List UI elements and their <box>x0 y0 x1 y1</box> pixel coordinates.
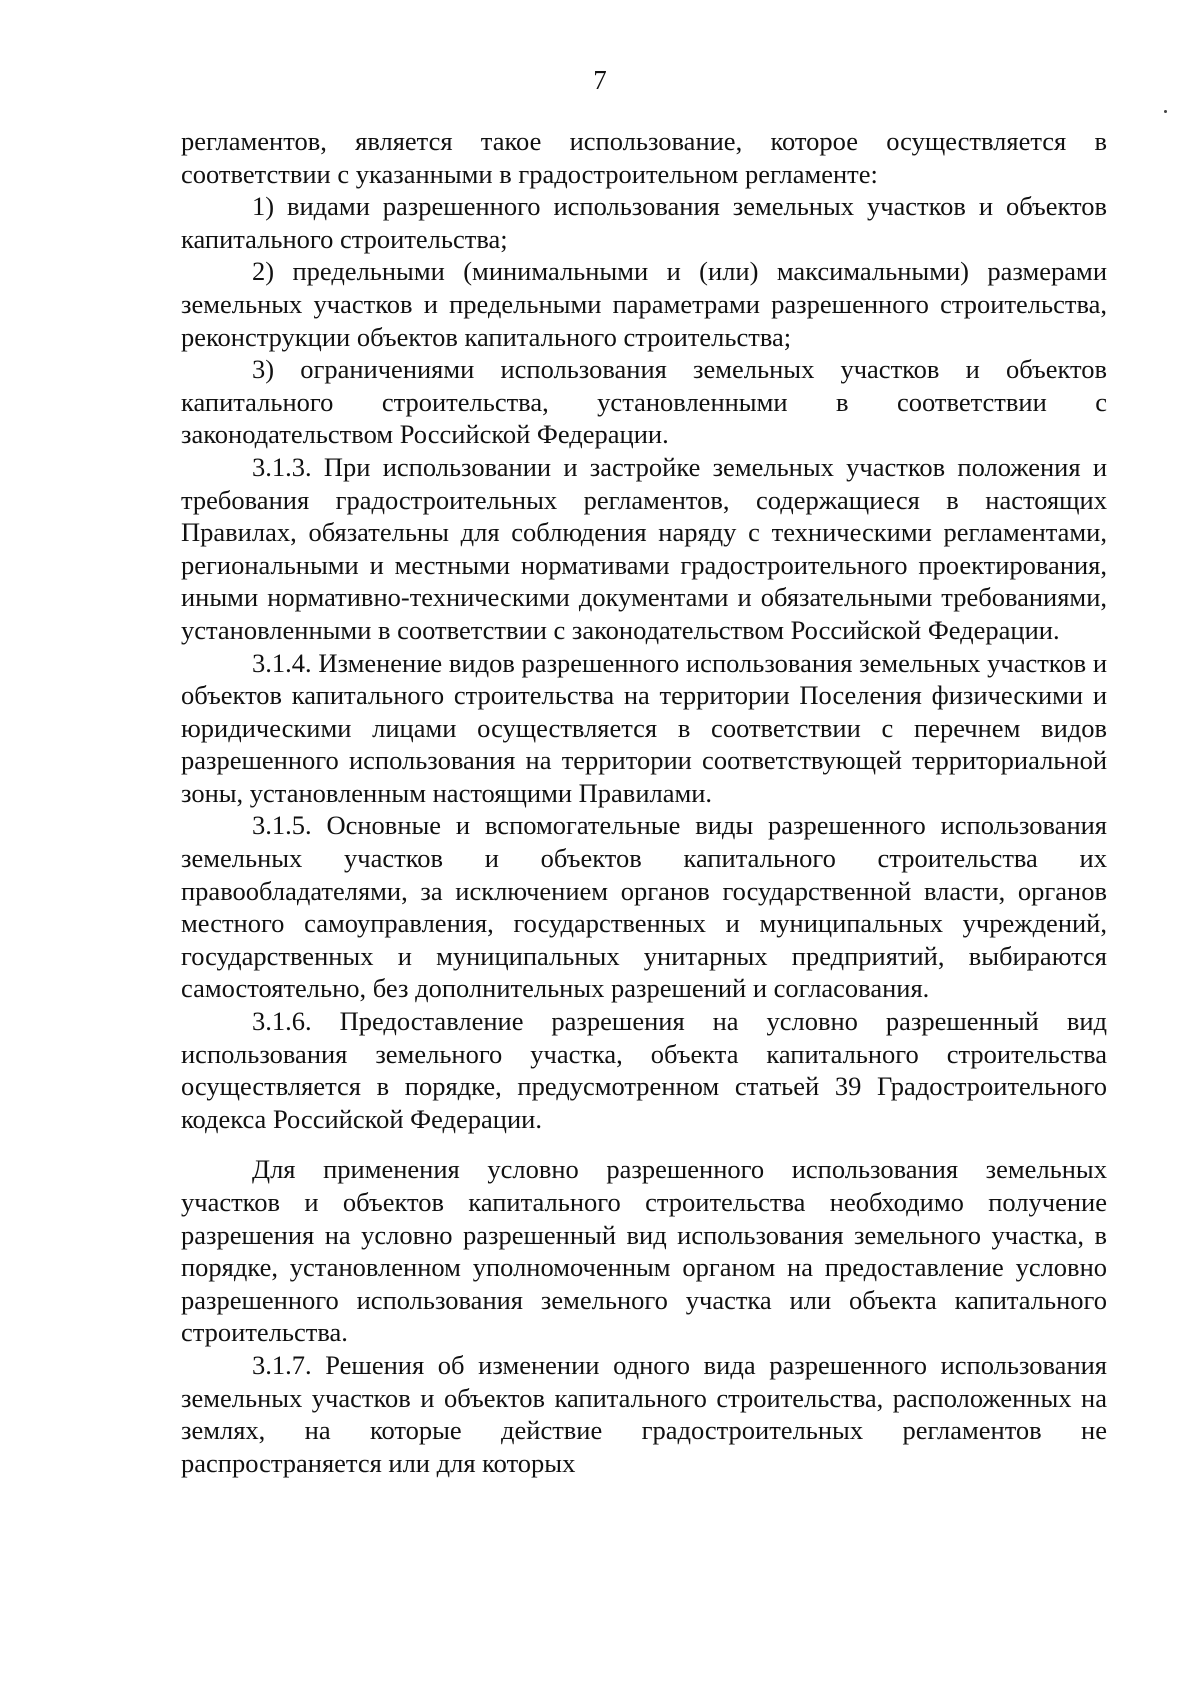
paragraph-item-1: 1) видами разрешенного использования земельных участков и объектов капитального строительства; <box>181 191 1107 254</box>
paragraph-item-2: 2) предельными (минимальными и (или) максимальными) размерами земельных участков и предельными параметрами разрешенного строительства, реконструкции объектов капитального строительства; <box>181 256 1107 352</box>
paragraph-3-1-7: 3.1.7. Решения об изменении одного вида разрешенного использования земельных участков и объектов капитального строительства, расположенных на землях, на которые действие градостроительных регламентов не распространяется или для которых <box>181 1349 1107 1478</box>
paragraph-3-1-5: 3.1.5. Основные и вспомогательные виды разрешенного использования земельных участков и объектов капитального строительства их правообладателями, за исключением органов государственной власти, органов местного самоуправления, государственных и муниципальных учреждений, государственных и муниципальных унитарных предприятий, выбираются самостоятельно, без дополнительных разрешений и согласования. <box>181 810 1107 1004</box>
paragraph-conditional-use: Для применения условно разрешенного использования земельных участков и объектов капитального строительства необходимо получение разрешения на условно разрешенный вид использования земельного участка, в порядке, установленном уполномоченным органом на предоставление условно разрешенного использования земельного участка или объекта капитального строительства. <box>181 1154 1107 1348</box>
paragraph-continuation: регламентов, является такое использование, которое осуществляется в соответствии с указанными в градостроительном регламенте: <box>181 126 1107 189</box>
paragraph-item-3: 3) ограничениями использования земельных участков и объектов капитального строительства, установленными в соответствии с законодательством Российской Федерации. <box>181 354 1107 450</box>
page-number: 7 <box>593 65 607 95</box>
paragraph-3-1-6: 3.1.6. Предоставление разрешения на условно разрешенный вид использования земельного участка, объекта капитального строительства осуществляется в порядке, предусмотренном статьей 39 Градостроительного кодекса Российской Федерации. <box>181 1006 1107 1134</box>
paragraph-3-1-4: 3.1.4. Изменение видов разрешенного использования земельных участков и объектов капитального строительства на территории Поселения физическими и юридическими лицами осуществляется в соответствии с перечнем видов разрешенного использования на территории соответствующей территориальной зоны, установленным настоящими Правилами. <box>181 647 1107 808</box>
document-body <box>181 125 1107 1479</box>
paragraph-3-1-3: 3.1.3. При использовании и застройке земельных участков положения и требования градостроительных регламентов, содержащиеся в настоящих Правилах, обязательны для соблюдения наряду с техническими регламентами, региональными и местными нормативами градостроительного проектирования, иными нормативно-техническими документами и обязательными требованиями, установленными в соответствии с законодательством Российской Федерации. <box>181 451 1107 645</box>
scan-speck <box>1164 110 1167 113</box>
